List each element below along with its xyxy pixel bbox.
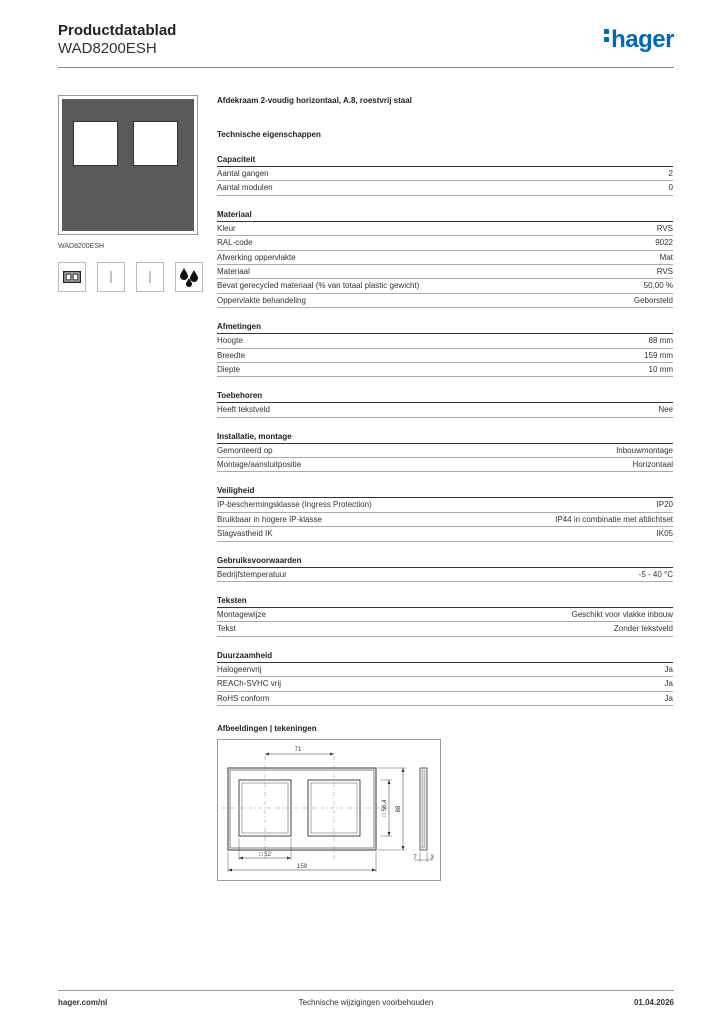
spec-section bbox=[217, 430, 673, 473]
spec-label: Bevat gerecycled materiaal (% van totaal plastic gewicht) bbox=[217, 281, 420, 291]
spec-value: RVS bbox=[656, 266, 673, 276]
spec-label: Kleur bbox=[217, 223, 236, 233]
product-description: Afdekraam 2-voudig horizontaal, A.8, roestvrij staal bbox=[217, 96, 412, 105]
single-divider-icon bbox=[136, 262, 164, 292]
spec-row bbox=[217, 349, 673, 363]
spec-section bbox=[217, 208, 673, 308]
technical-drawing bbox=[217, 739, 441, 881]
spec-value: 2 bbox=[668, 169, 673, 178]
spec-row bbox=[217, 265, 673, 279]
spec-row bbox=[217, 444, 673, 458]
spec-section bbox=[217, 153, 673, 196]
spec-label: Aantal modulen bbox=[217, 183, 273, 193]
spec-value: IP44 in combinatie met afdichtset bbox=[555, 514, 673, 524]
spec-label: Slagvastheid IK bbox=[217, 529, 273, 539]
spec-value: Ja bbox=[664, 693, 673, 703]
spec-section bbox=[217, 484, 673, 541]
dim-depth-b: 3 bbox=[430, 855, 434, 861]
spec-label: Oppervlakte behandeling bbox=[217, 295, 306, 305]
spec-row bbox=[217, 403, 673, 417]
spec-content bbox=[217, 95, 673, 735]
section-title: Afmetingen bbox=[217, 320, 673, 334]
product-code: WAD8200ESH bbox=[58, 40, 157, 57]
spec-value: IP20 bbox=[656, 500, 673, 510]
spec-value: RVS bbox=[656, 223, 673, 233]
frame-opening-left bbox=[73, 121, 118, 166]
spec-section bbox=[217, 554, 673, 582]
spec-row bbox=[217, 279, 673, 293]
frame-opening-right bbox=[133, 121, 178, 166]
spec-label: Bruikbaar in hogere IP-klasse bbox=[217, 514, 322, 524]
spec-row bbox=[217, 608, 673, 622]
spec-sections bbox=[217, 153, 673, 706]
dim-window-width: □ 52 bbox=[259, 852, 271, 858]
spec-row bbox=[217, 692, 673, 706]
section-title: Gebruiksvoorwaarden bbox=[217, 554, 673, 568]
product-image bbox=[58, 95, 198, 235]
spec-label: Aantal gangen bbox=[217, 169, 269, 178]
section-title: Materiaal bbox=[217, 208, 673, 222]
footer-notice: Technische wijzigingen voorbehouden bbox=[298, 998, 434, 1007]
dim-height: 88 bbox=[396, 805, 402, 813]
dim-pitch: 71 bbox=[294, 747, 302, 753]
spec-value: 50,00 % bbox=[643, 281, 673, 291]
spec-label: Montagewijze bbox=[217, 610, 266, 620]
page-header bbox=[58, 22, 674, 58]
spec-row bbox=[217, 363, 673, 377]
spec-row bbox=[217, 677, 673, 691]
spec-row bbox=[217, 498, 673, 512]
spec-label: Diepte bbox=[217, 364, 241, 374]
spec-section bbox=[217, 320, 673, 377]
spec-value: Inbouwmontage bbox=[616, 445, 673, 455]
dim-width: 159 bbox=[296, 864, 308, 870]
spec-label: RAL-code bbox=[217, 238, 253, 248]
spec-label: Heeft tekstveld bbox=[217, 405, 270, 415]
spec-value: 88 mm bbox=[648, 336, 673, 346]
image-caption: WAD8200ESH bbox=[58, 243, 105, 250]
section-title: Capaciteit bbox=[217, 153, 673, 167]
spec-value: Zonder tekstveld bbox=[613, 624, 673, 634]
spec-label: Hoogte bbox=[217, 336, 243, 346]
spec-label: Materiaal bbox=[217, 266, 250, 276]
spec-value: Horizontaal bbox=[632, 460, 673, 470]
spec-row bbox=[217, 294, 673, 308]
section-title: Veiligheid bbox=[217, 484, 673, 498]
spec-value: -5 - 40 °C bbox=[638, 569, 673, 579]
spec-section bbox=[217, 594, 673, 637]
spec-label: Gemonteerd op bbox=[217, 445, 273, 455]
spec-row bbox=[217, 458, 673, 472]
header-divider bbox=[58, 67, 674, 68]
spec-row bbox=[217, 236, 673, 250]
spec-label: Breedte bbox=[217, 350, 246, 360]
spec-label: IP-beschermingsklasse (Ingress Protection) bbox=[217, 500, 372, 510]
hager-logo[interactable] bbox=[604, 26, 674, 54]
dim-depth-a: 7 bbox=[413, 855, 417, 861]
dim-window-height: □ 56,4 bbox=[382, 799, 388, 817]
logo-colon-icon bbox=[604, 26, 609, 45]
spec-row bbox=[217, 222, 673, 236]
tech-properties-title: Technische eigenschappen bbox=[217, 130, 321, 139]
spec-value: 159 mm bbox=[644, 350, 673, 360]
spec-row bbox=[217, 167, 673, 181]
spec-row bbox=[217, 334, 673, 348]
logo-text: hager bbox=[611, 26, 674, 53]
spec-row bbox=[217, 568, 673, 582]
spec-value: Ja bbox=[664, 679, 673, 689]
double-frame-icon bbox=[58, 262, 86, 292]
section-title: Duurzaamheid bbox=[217, 649, 673, 663]
spec-value: IK05 bbox=[656, 529, 673, 539]
spec-value: 9022 bbox=[655, 238, 673, 248]
spec-value: Geschikt voor vlakke inbouw bbox=[571, 610, 673, 620]
single-divider-icon bbox=[97, 262, 125, 292]
spec-value: Mat bbox=[659, 252, 673, 262]
section-title: Installatie, montage bbox=[217, 430, 673, 444]
spec-label: Afwerking oppervlakte bbox=[217, 252, 296, 262]
spec-label: Halogeenvrij bbox=[217, 664, 262, 674]
spec-section bbox=[217, 389, 673, 417]
document-title: Productdatablad bbox=[58, 22, 177, 39]
spec-row bbox=[217, 513, 673, 527]
spec-value: Ja bbox=[664, 664, 673, 674]
spec-label: RoHS conform bbox=[217, 693, 270, 703]
footer-date: 01.04.2026 bbox=[633, 998, 674, 1007]
spec-value: 0 bbox=[668, 183, 673, 193]
drawings-title: Afbeeldingen | tekeningen bbox=[217, 723, 317, 733]
footer-divider bbox=[58, 990, 674, 991]
frame-plate bbox=[62, 99, 194, 231]
page-footer bbox=[58, 998, 674, 1010]
spec-label: Montage/aansluitpositie bbox=[217, 460, 302, 470]
spec-row bbox=[217, 622, 673, 636]
spec-label: Bedrijfstemperatuur bbox=[217, 569, 287, 579]
spec-label: Tekst bbox=[217, 624, 236, 634]
feature-icons bbox=[58, 262, 203, 292]
footer-website[interactable]: hager.com/nl bbox=[58, 998, 108, 1007]
section-title: Teksten bbox=[217, 594, 673, 608]
spec-row bbox=[217, 663, 673, 677]
spec-value: Nee bbox=[658, 405, 673, 415]
spec-value: Geborsteld bbox=[633, 295, 673, 305]
spec-value: 10 mm bbox=[648, 364, 673, 374]
spec-row bbox=[217, 527, 673, 541]
section-title: Toebehoren bbox=[217, 389, 673, 403]
spec-row bbox=[217, 251, 673, 265]
spec-label: REACh-SVHC vrij bbox=[217, 679, 282, 689]
water-drops-icon bbox=[175, 262, 203, 292]
spec-section bbox=[217, 649, 673, 706]
spec-row bbox=[217, 181, 673, 195]
